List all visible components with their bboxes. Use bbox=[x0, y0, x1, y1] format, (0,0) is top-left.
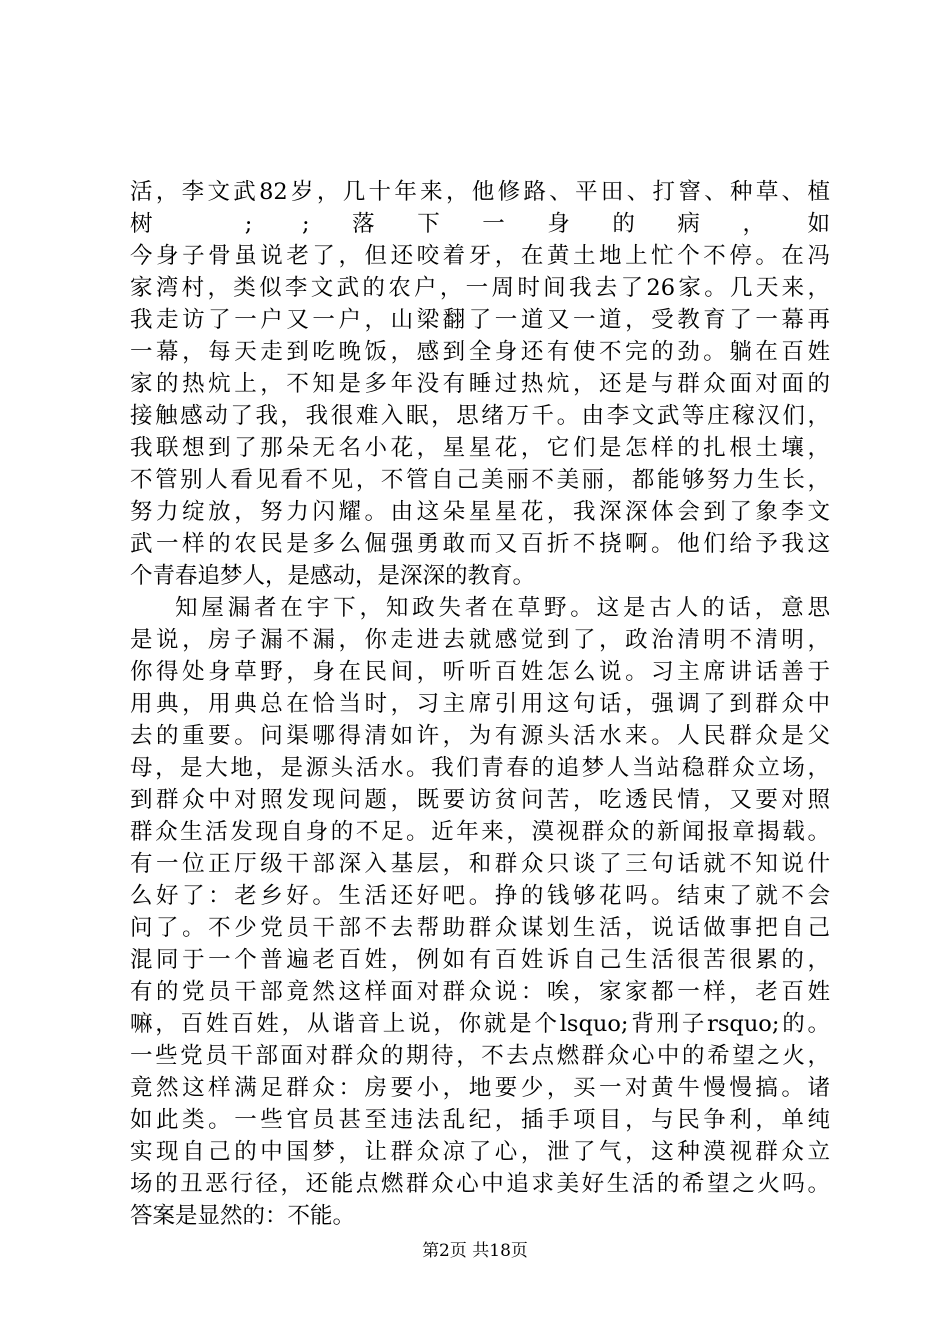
text-line: 是说，房子漏不漏，你走进去就感觉到了，政治清明不清明， bbox=[130, 627, 830, 653]
text-line: 问了。不少党员干部不去帮助群众谋划生活，说话做事把自己 bbox=[130, 915, 830, 941]
text-line: 么好了：老乡好。生活还好吧。挣的钱够花吗。结束了就不会 bbox=[130, 883, 830, 909]
text-line: 今身子骨虽说老了，但还咬着牙，在黄土地上忙个不停。在冯 bbox=[130, 243, 830, 269]
text-line: 实现自己的中国梦，让群众凉了心，泄了气，这种漠视群众立 bbox=[130, 1139, 830, 1165]
text-line: 到群众中对照发现问题，既要访贫问苦，吃透民情，又要对照 bbox=[130, 787, 830, 813]
text-line: 有一位正厅级干部深入基层，和群众只谈了三句话就不知说什 bbox=[130, 851, 830, 877]
text-line: 接触感动了我，我很难入眠，思绪万千。由李文武等庄稼汉们， bbox=[130, 403, 830, 429]
text-line: 竟然这样满足群众：房要小，地要少，买一对黄牛慢慢搞。诸 bbox=[130, 1075, 830, 1101]
text-line: 一幕，每天走到吃晚饭，感到全身还有使不完的劲。躺在百姓 bbox=[130, 339, 830, 365]
text-line: 混同于一个普遍老百姓，例如有百姓诉自己生活很苦很累的， bbox=[130, 947, 830, 973]
text-line: 嘛，百姓百姓，从谐音上说，你就是个lsquo;背刑子rsquo;的。 bbox=[130, 1011, 830, 1037]
text-line: 群众生活发现自身的不足。近年来，漠视群众的新闻报章揭载。 bbox=[130, 819, 830, 845]
text-line: 家湾村，类似李文武的农户，一周时间我去了26家。几天来， bbox=[130, 275, 830, 301]
paragraph-end-line: 答案是显然的：不能。 bbox=[130, 1203, 356, 1229]
text-line: 如此类。一些官员甚至违法乱纪，插手项目，与民争利，单纯 bbox=[130, 1107, 830, 1133]
text-line: 你得处身草野，身在民间，听听百姓怎么说。习主席讲话善于 bbox=[130, 659, 830, 685]
text-line: 树 ; ;落下一身的病，如 bbox=[130, 211, 830, 237]
text-line: 活，李文武82岁，几十年来，他修路、平田、打窨、种草、植 bbox=[130, 179, 830, 205]
text-line: 不管别人看见看不见，不管自己美丽不美丽，都能够努力生长， bbox=[130, 467, 830, 493]
text-line: 我走访了一户又一户，山梁翻了一道又一道，受教育了一幕再 bbox=[130, 307, 830, 333]
page-number-footer: 第2页 共18页 bbox=[422, 1241, 528, 1261]
text-line: 有的党员干部竟然这样面对群众说：唉，家家都一样，老百姓 bbox=[130, 979, 830, 1005]
paragraph-start-line: 知屋漏者在宇下，知政失者在草野。这是古人的话，意思 bbox=[175, 595, 830, 621]
text-line: 场的丑恶行径，还能点燃群众心中追求美好生活的希望之火吗。 bbox=[130, 1171, 830, 1197]
text-line: 努力绽放，努力闪耀。由这朵星星花，我深深体会到了象李文 bbox=[130, 499, 830, 525]
text-line: 去的重要。问渠哪得清如许，为有源头活水来。人民群众是父 bbox=[130, 723, 830, 749]
text-line: 我联想到了那朵无名小花，星星花，它们是怎样的扎根土壤， bbox=[130, 435, 830, 461]
text-line: 武一样的农民是多么倔强勇敢而又百折不挠啊。他们给予我这 bbox=[130, 531, 830, 557]
document-body bbox=[130, 176, 830, 1232]
paragraph-end-line: 个青春追梦人，是感动，是深深的教育。 bbox=[130, 563, 536, 589]
text-line: 母，是大地，是源头活水。我们青春的追梦人当站稳群众立场， bbox=[130, 755, 830, 781]
text-line: 用典，用典总在恰当时，习主席引用这句话，强调了到群众中 bbox=[130, 691, 830, 717]
text-line: 一些党员干部面对群众的期待，不去点燃群众心中的希望之火， bbox=[130, 1043, 830, 1069]
text-line: 家的热炕上，不知是多年没有睡过热炕，还是与群众面对面的 bbox=[130, 371, 830, 397]
